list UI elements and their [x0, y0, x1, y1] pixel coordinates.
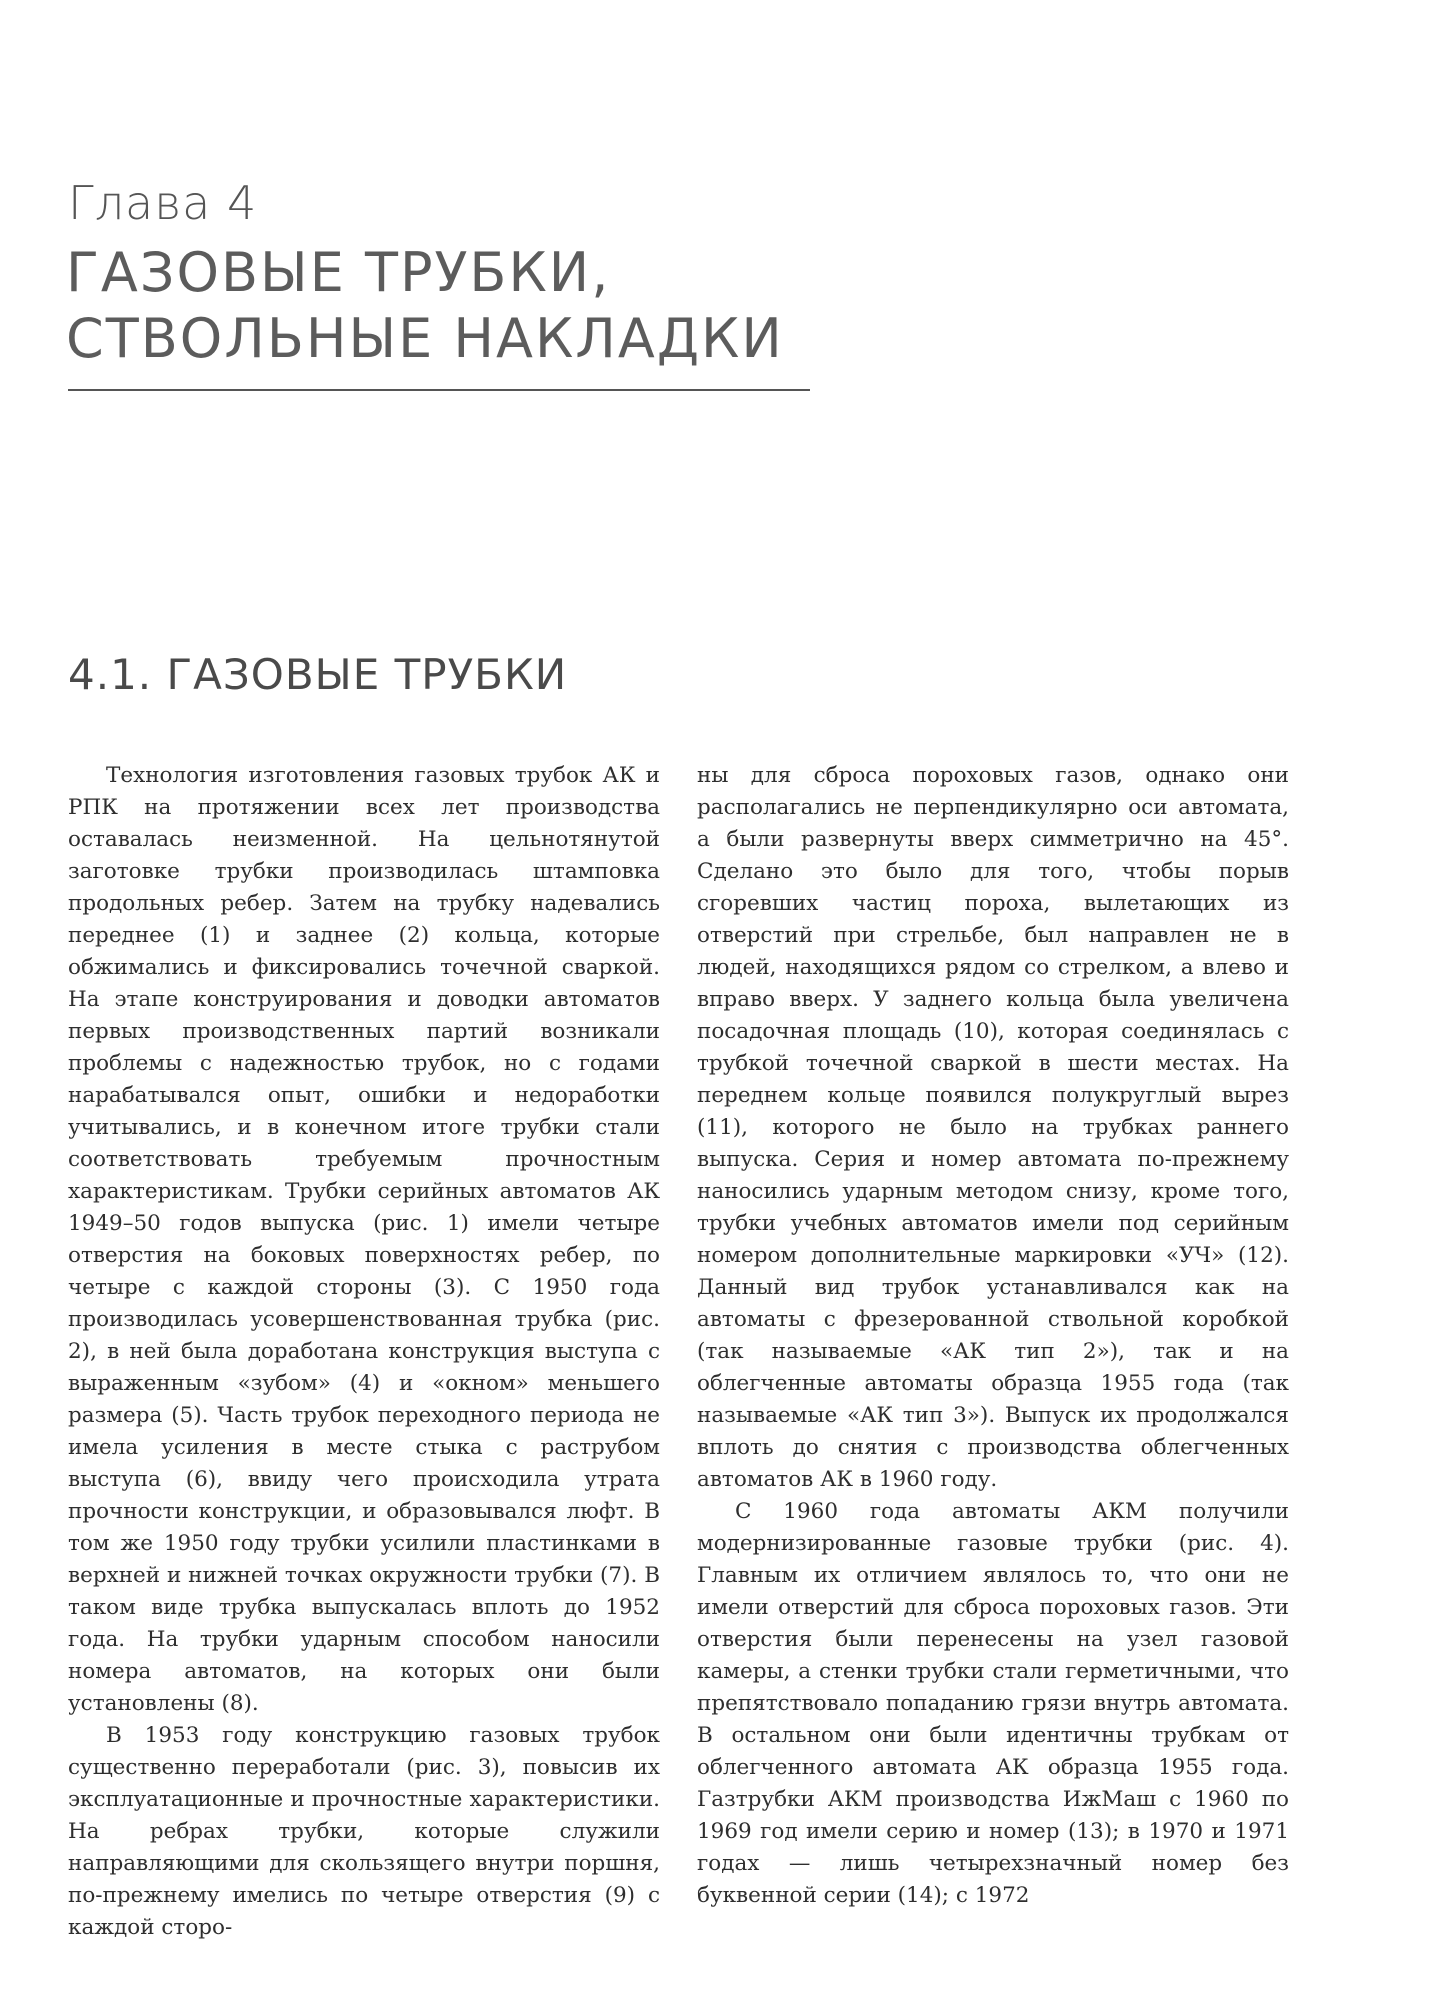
right-text-column: [697, 760, 1289, 1912]
section-title: 4.1. ГАЗОВЫЕ ТРУБКИ: [68, 650, 568, 699]
paragraph: В 1953 году конструкцию газовых трубок существенно переработали (рис. 3), повысив их эксплуатационные и прочностные характеристики. На ребрах трубки, которые служили направляющими для скользящего внутри поршня, по-прежнему имелись по четыре отверстия (9) с каждой сторо-: [68, 1723, 660, 1940]
paragraph: Технология изготовления газовых трубок АК и РПК на протяжении всех лет производства оставалась неизменной. На цельнотянутой заготовке трубки производилась штамповка продольных ребер. Затем на трубку надевались переднее (1) и заднее (2) кольца, которые обжимались и фиксировались точечной сваркой. На этапе конструирования и доводки автоматов первых производственных партий возникали проблемы с надежностью трубок, но с годами нарабатывался опыт, ошибки и недоработки учитывались, и в конечном итоге трубки стали соответствовать требуемым прочностным характеристикам. Трубки серийных автоматов АК 1949–50 годов выпуска (рис. 1) имели четыре отверстия на боковых поверхностях ребер, по четыре с каждой стороны (3). С 1950 года производилась усовершенствованная трубка (рис. 2), в ней была доработана конструкция выступа с выраженным «зубом» (4) и «окном» меньшего размера (5). Часть трубок переходного периода не имела усиления в месте стыка с раструбом выступа (6), ввиду чего происходила утрата прочности конструкции, и образовывался люфт. В том же 1950 году трубки усилили пластинками в верхней и нижней точках окружности трубки (7). В таком виде трубка выпускалась вплоть до 1952 года. На трубки ударным способом наносили номера автоматов, на которых они были установлены (8).: [68, 763, 660, 1716]
chapter-title: ГАЗОВЫЕ ТРУБКИ, СТВОЛЬНЫЕ НАКЛАДКИ: [66, 241, 784, 370]
paragraph: ны для сброса пороховых газов, однако они располагались не перпендикулярно оси автомата, а были развернуты вверх симметрично на 45°. Сделано это было для того, чтобы порыв сгоревших частиц пороха, вылетающих из отверстий при стрельбе, был направлен не в людей, находящихся рядом со стрелком, а влево и вправо вверх. У заднего кольца была увеличена посадочная площадь (10), которая соединялась с трубкой точечной сваркой в шести местах. На переднем кольце появился полукруглый вырез (11), которого не было на трубках раннего выпуска. Серия и номер автомата по-прежнему наносились ударным методом снизу, кроме того, трубки учебных автоматов имели под серийным номером дополнительные маркировки «УЧ» (12). Данный вид трубок устанавливался как на автоматы с фрезерованной ствольной коробкой (так называемые «АК тип 2»), так и на облегченные автоматы образца 1955 года (так называемые «АК тип 3»). Выпуск их продолжался вплоть до снятия с производства облегченных автоматов АК в 1960 году.: [697, 763, 1289, 1492]
title-divider: [68, 389, 810, 391]
paragraph: С 1960 года автоматы АКМ получили модернизированные газовые трубки (рис. 4). Главным их отличием являлось то, что они не имели отверстий для сброса пороховых газов. Эти отверстия были перенесены на узел газовой камеры, а стенки трубки стали герметичными, что препятствовало попаданию грязи внутрь автомата. В остальном они были идентичны трубкам от облегченного автомата АК образца 1955 года. Газтрубки АКМ производства ИжМаш с 1960 по 1969 год имели серию и номер (13); в 1970 и 1971 годах — лишь четырехзначный номер без буквенной серии (14); с 1972: [697, 1499, 1289, 1908]
chapter-label: Глава 4: [68, 176, 258, 230]
left-text-column: [68, 760, 660, 1944]
